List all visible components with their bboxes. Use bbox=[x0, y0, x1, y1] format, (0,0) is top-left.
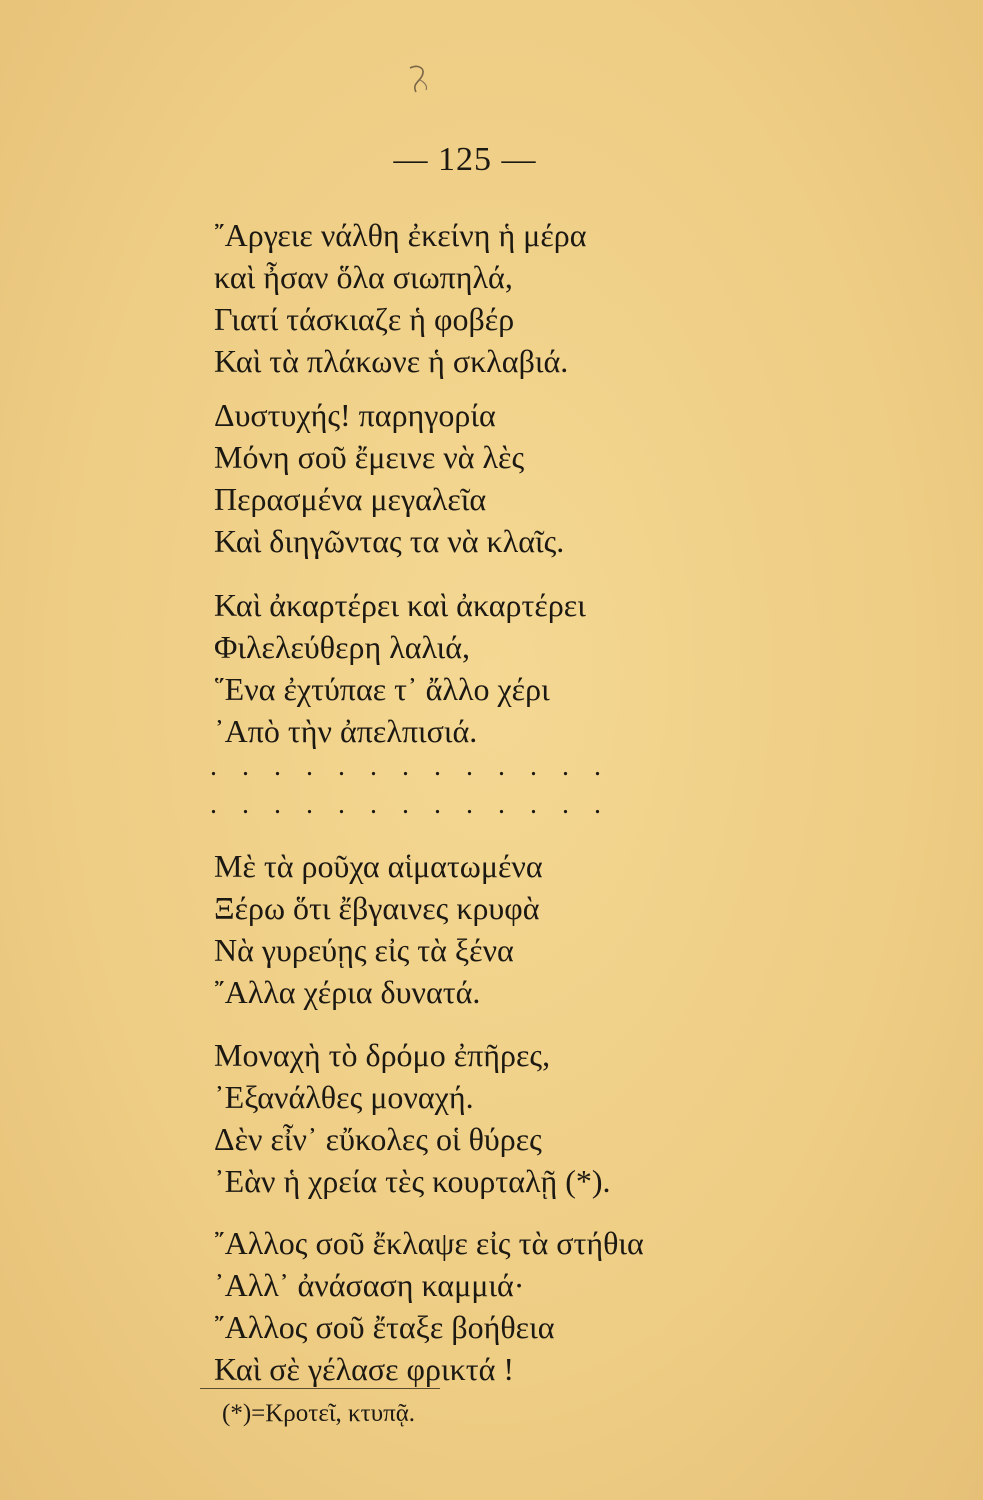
ellipsis-row: . . . . . . . . . . . . . bbox=[210, 751, 610, 782]
stanza-1 bbox=[214, 214, 734, 382]
stanza-6 bbox=[214, 1222, 734, 1390]
verse-line: ᾽Απὸ τὴν ἀπελπισιά. bbox=[214, 713, 478, 749]
verse-line: Ξέρω ὅτι ἔβγαινες κρυφὰ bbox=[214, 890, 540, 926]
verse-line: Δυστυχής! παρηγορία bbox=[214, 397, 496, 433]
verse-line: Μόνη σοῦ ἔμεινε νὰ λὲς bbox=[214, 439, 525, 475]
verse-line: Μοναχὴ τὸ δρόμο ἐπῆρες, bbox=[214, 1037, 551, 1073]
verse-line: ῎Αλλος σοῦ ἔταξε βοήθεια bbox=[214, 1309, 555, 1345]
stanza-2 bbox=[214, 394, 734, 562]
verse-line: Δὲν εἶν᾽ εὔκολες οἱ θύρες bbox=[214, 1121, 542, 1157]
verse-line: Καὶ διηγῶντας τα νὰ κλαῖς. bbox=[214, 523, 565, 559]
verse-line: Καὶ ἀκαρτέρει καὶ ἀκαρτέρει bbox=[214, 587, 586, 623]
verse-line: ῞Ενα ἐχτύπαε τ᾽ ἄλλο χέρι bbox=[214, 671, 550, 707]
verse-line: ᾽Αλλ᾽ ἀνάσαση καμμιά· bbox=[214, 1267, 525, 1303]
verse-line: Νὰ γυρεύῃς εἰς τὰ ξένα bbox=[214, 932, 514, 968]
verse-line: ῎Αλλος σοῦ ἔκλαψε εἰς τὰ στήθια bbox=[214, 1225, 644, 1261]
page-number: — 125 — bbox=[393, 141, 537, 178]
verse-line: καὶ ἦσαν ὅλα σιωπηλά, bbox=[214, 259, 513, 295]
verse-line: Μὲ τὰ ροῦχα αἱματωμένα bbox=[214, 848, 543, 884]
verse-line: ᾽Εξανάλθες μοναχή. bbox=[214, 1079, 474, 1115]
verse-line: Περασμένα μεγαλεῖα bbox=[214, 481, 487, 517]
verse-line: ῎Αλλα χέρια δυνατά. bbox=[214, 974, 481, 1010]
verse-line: ῎Αργειε νάλθη ἐκείνη ἡ μέρα bbox=[214, 217, 587, 253]
ellipsis-row: . . . . . . . . . . . . . bbox=[210, 789, 610, 820]
ink-mark-icon bbox=[404, 62, 434, 96]
stanza-5 bbox=[214, 1034, 734, 1202]
verse-line: Γιατί τάσκιαζε ἡ φοβέρ bbox=[214, 301, 515, 337]
verse-line: Φιλελεύθερη λαλιά, bbox=[214, 629, 470, 665]
footnote: (*)=Κροτεῖ, κτυπᾷ. bbox=[222, 1400, 416, 1427]
stanza-3 bbox=[214, 584, 734, 752]
footnote-rule bbox=[200, 1388, 440, 1389]
verse-line: Καὶ σὲ γέλασε φρικτά ! bbox=[214, 1351, 514, 1387]
stanza-4 bbox=[214, 845, 734, 1013]
verse-line: ᾽Εὰν ἡ χρεία τὲς κουρταλῇ (*). bbox=[214, 1163, 611, 1199]
verse-line: Καὶ τὰ πλάκωνε ἡ σκλαβιά. bbox=[214, 343, 569, 379]
